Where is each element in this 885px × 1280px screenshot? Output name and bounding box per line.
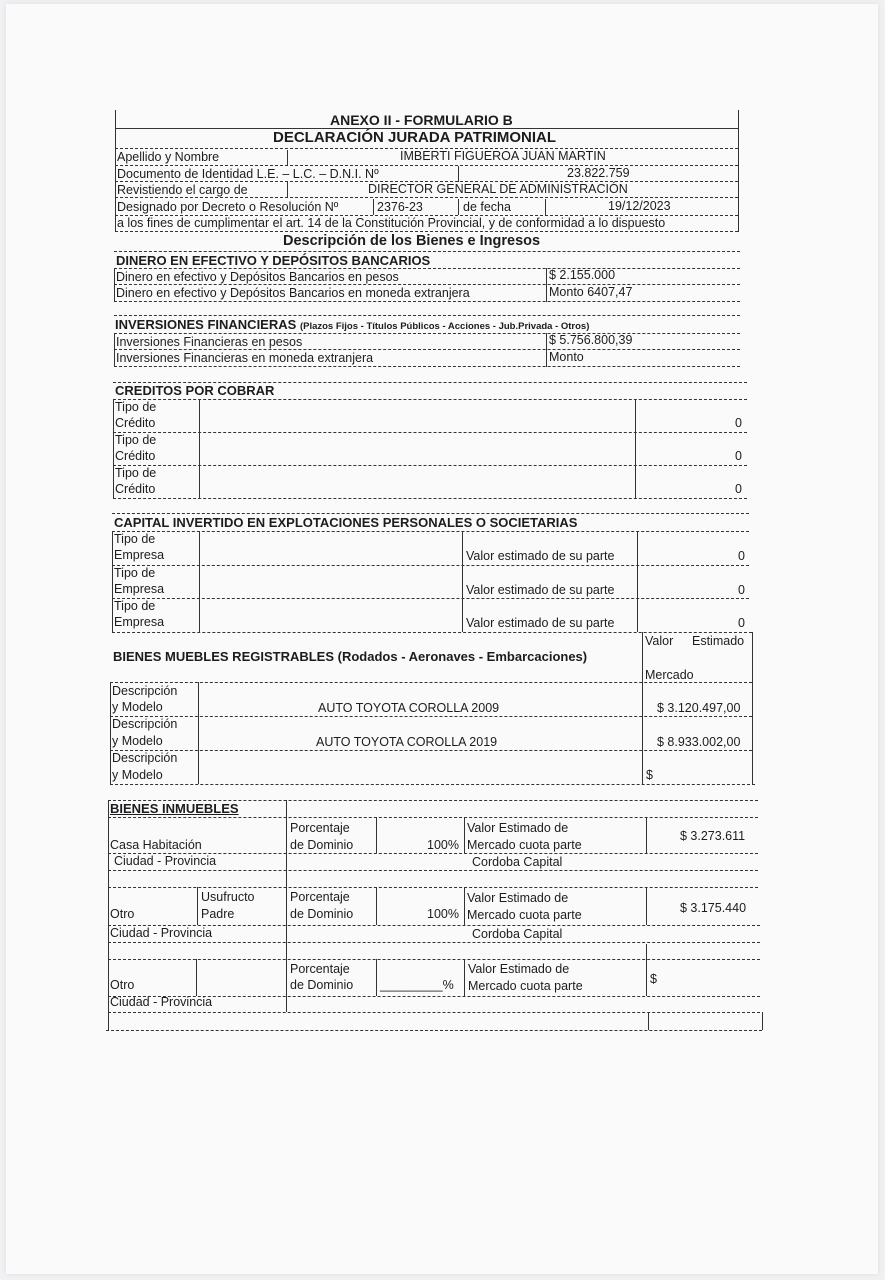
inmuebles-heading: BIENES INMUEBLES xyxy=(110,801,239,816)
inmueble-3-value: $ xyxy=(650,972,657,986)
dinero-ext-value: Monto 6407,47 xyxy=(549,285,633,299)
doc-value: 23.822.759 xyxy=(567,166,630,180)
credito-row-2-label2: Crédito xyxy=(115,449,156,463)
inmueble-3-pct-label2: de Dominio xyxy=(290,978,354,992)
decreto-value: 2376-23 xyxy=(377,200,423,214)
inmueble-1-city-label: Ciudad - Provincia xyxy=(114,854,217,868)
credito-row-2-label1: Tipo de xyxy=(115,433,157,447)
dinero-pesos-value: $ 2.155.000 xyxy=(549,268,616,282)
capital-row-1-value: 0 xyxy=(738,549,745,563)
capital-row-1-label2: Empresa xyxy=(114,548,165,562)
capital-row-3-mid: Valor estimado de su parte xyxy=(466,616,615,630)
inmueble-1-pct-label2: de Dominio xyxy=(290,838,354,852)
inversiones-ext-label: Inversiones Financieras en moneda extranjera xyxy=(116,351,374,365)
capital-heading: CAPITAL INVERTIDO EN EXPLOTACIONES PERSONALES O SOCIETARIAS xyxy=(114,515,578,530)
capital-row-2-label1: Tipo de xyxy=(114,566,156,580)
credito-row-1-value: 0 xyxy=(735,416,742,430)
inmueble-2-pct-value: 100% xyxy=(427,907,459,921)
mueble-row-3-value: $ xyxy=(646,768,653,782)
inmueble-2-city-label: Ciudad - Provincia xyxy=(110,926,213,940)
inmueble-2-city-value: Cordoba Capital xyxy=(472,927,563,941)
inmueble-1-value: $ 3.273.611 xyxy=(680,829,746,843)
inmueble-2-val-label1: Valor Estimado de xyxy=(467,891,569,905)
cargo-label: Revistiendo el cargo de xyxy=(117,183,248,197)
inmueble-1-city-value: Cordoba Capital xyxy=(472,855,563,869)
inmueble-2-type: Otro xyxy=(110,907,135,921)
inmueble-1-pct-label1: Porcentaje xyxy=(290,821,350,835)
inversiones-pesos-value: $ 5.756.800,39 xyxy=(549,333,633,347)
cargo-value: DIRECTOR GENERAL DE ADMINISTRACIÓN xyxy=(368,182,628,196)
fines-text: a los fines de cumplimentar el art. 14 de la Constitución Provincial, y de conformidad a lo dispuesto xyxy=(117,216,666,230)
muebles-heading: BIENES MUEBLES REGISTRABLES (Rodados - Aeronaves - Embarcaciones) xyxy=(113,649,588,664)
mueble-row-3-label2: y Modelo xyxy=(112,768,163,782)
inversiones-heading-note: (Plazos Fijos - Títulos Públicos - Acciones - Jub.Privada - Otros) xyxy=(299,321,590,332)
inmueble-1-pct-value: 100% xyxy=(427,838,459,852)
dinero-heading: DINERO EN EFECTIVO Y DEPÓSITOS BANCARIOS xyxy=(116,253,431,268)
inmueble-3-val-label2: Mercado cuota parte xyxy=(468,979,583,993)
credito-row-3-label1: Tipo de xyxy=(115,466,157,480)
muebles-valor-label-1b: Estimado xyxy=(692,634,745,648)
mueble-row-3-label1: Descripción xyxy=(112,751,178,765)
capital-row-2-value: 0 xyxy=(738,583,745,597)
inmueble-2-val-label2: Mercado cuota parte xyxy=(467,908,582,922)
capital-row-3-label2: Empresa xyxy=(114,615,165,629)
inmueble-2-extra1: Usufructo xyxy=(201,890,255,904)
inmueble-1-val-label2: Mercado cuota parte xyxy=(467,838,582,852)
inmueble-1-type: Casa Habitación xyxy=(110,838,202,852)
capital-row-3-value: 0 xyxy=(738,616,745,630)
capital-row-2-mid: Valor estimado de su parte xyxy=(466,583,615,597)
credito-row-2-value: 0 xyxy=(735,449,742,463)
inmueble-2-pct-label1: Porcentaje xyxy=(290,890,350,904)
capital-row-2-label2: Empresa xyxy=(114,582,165,596)
desc-title: Descripción de los Bienes e Ingresos xyxy=(283,233,541,249)
inmueble-3-type: Otro xyxy=(110,978,135,992)
capital-row-1-mid: Valor estimado de su parte xyxy=(466,549,615,563)
dinero-pesos-label: Dinero en efectivo y Depósitos Bancarios en pesos xyxy=(116,270,399,284)
inmueble-2-pct-label2: de Dominio xyxy=(290,907,354,921)
capital-row-1-label1: Tipo de xyxy=(114,532,156,546)
inmueble-3-pct-label1: Porcentaje xyxy=(290,962,350,976)
inversiones-heading xyxy=(115,318,589,334)
inmueble-2-value: $ 3.175.440 xyxy=(680,901,747,915)
inmueble-3-pct-value: _________% xyxy=(380,978,454,992)
fecha-label: de fecha xyxy=(463,200,511,214)
creditos-heading: CREDITOS POR COBRAR xyxy=(115,383,275,398)
muebles-valor-label-2: Mercado xyxy=(645,668,694,682)
mueble-row-1-value: $ 3.120.497,00 xyxy=(657,701,741,715)
inmueble-1-val-label1: Valor Estimado de xyxy=(467,821,569,835)
dinero-ext-label: Dinero en efectivo y Depósitos Bancarios en moneda extranjera xyxy=(116,286,470,300)
form-title: DECLARACIÓN JURADA PATRIMONIAL xyxy=(273,129,557,146)
decreto-label: Designado por Decreto o Resolución Nº xyxy=(117,200,339,214)
credito-row-3-value: 0 xyxy=(735,482,742,496)
inmueble-3-city-label: Ciudad - Provincia xyxy=(110,995,213,1009)
mueble-row-1-label2: y Modelo xyxy=(112,700,163,714)
credito-row-1-label2: Crédito xyxy=(115,416,156,430)
credito-row-3-label2: Crédito xyxy=(115,482,156,496)
mueble-row-2-value: $ 8.933.002,00 xyxy=(657,735,741,749)
inmueble-2-extra2: Padre xyxy=(201,907,235,921)
capital-row-3-label1: Tipo de xyxy=(114,599,156,613)
doc-label: Documento de Identidad L.E. – L.C. – D.N.I. Nº xyxy=(117,167,379,181)
name-value: IMBERTI FIGUEROA JUAN MARTIN xyxy=(400,149,606,163)
muebles-valor-label-1: Valor xyxy=(645,634,674,648)
credito-row-1-label1: Tipo de xyxy=(115,400,157,414)
inmueble-3-val-label1: Valor Estimado de xyxy=(468,962,570,976)
annex-title: ANEXO II - FORMULARIO B xyxy=(330,112,513,128)
mueble-row-2-desc: AUTO TOYOTA COROLLA 2019 xyxy=(316,735,498,749)
mueble-row-2-label2: y Modelo xyxy=(112,734,163,748)
inversiones-ext-value: Monto xyxy=(549,350,584,364)
inversiones-heading-text: INVERSIONES FINANCIERAS xyxy=(115,317,297,332)
name-label: Apellido y Nombre xyxy=(117,150,220,164)
inversiones-pesos-label: Inversiones Financieras en pesos xyxy=(116,335,303,349)
mueble-row-1-label1: Descripción xyxy=(112,684,178,698)
mueble-row-1-desc: AUTO TOYOTA COROLLA 2009 xyxy=(318,701,500,715)
mueble-row-2-label1: Descripción xyxy=(112,717,178,731)
fecha-value: 19/12/2023 xyxy=(608,199,671,213)
